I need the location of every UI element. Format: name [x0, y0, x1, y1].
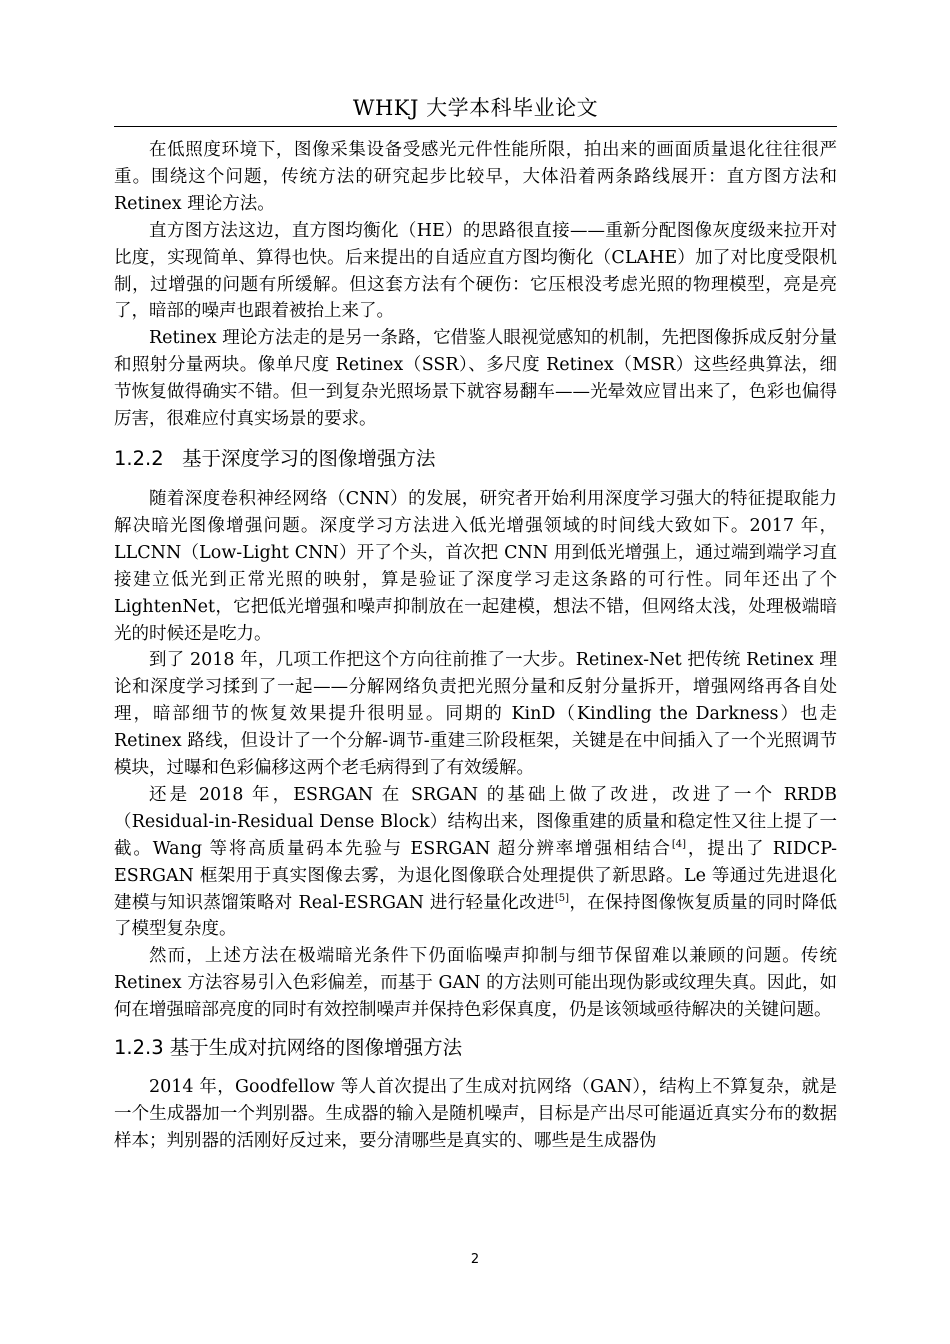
text-segment: ，提出了 RIDCP-ESRGAN 框架用于真实图像去雾，为退化图像联合处理提供了新思路。Le 等通过先进退化建模与知识蒸馏策略对 Real-ESRGAN 进行轻量化改进: [114, 838, 837, 913]
running-header: WHKJ 大学本科毕业论文: [352, 96, 599, 120]
section-number: 1.2.2: [114, 446, 164, 470]
paragraph: Retinex 理论方法走的是另一条路，它借鉴人眼视觉感知的机制，先把图像拆成反射分量和照射分量两块。像单尺度 Retinex（SSR）、多尺度 Retinex（MSR）这些经典算法，细节恢复做得确实不错。但一到复杂光照场景下就容易翻车——光晕效应冒出来了，色彩也偏得厉害，很难应付真实场景的要求。: [114, 328, 837, 430]
text-segment: ，在保持图像恢复质量的同时降低了模型复杂度。: [114, 892, 837, 940]
section-title: 基于生成对抗网络的图像增强方法: [169, 1036, 463, 1060]
section-number: 1.2.3: [114, 1036, 164, 1060]
section-title: 基于深度学习的图像增强方法: [182, 446, 436, 470]
citation-4: [4]: [671, 838, 687, 850]
section-heading-1-2-3: [114, 1034, 837, 1062]
text-segment: 还是 2018 年，ESRGAN 在 SRGAN 的基础上做了改进，改进了一个 RRDB（Residual-in-Residual Dense Block）结构出来，图像重建的质量和稳定性又往上提了一截。Wang 等将高质量码本先验与 ESRGAN 超分辨率增强相结合: [114, 784, 837, 859]
paragraph: 在低照度环境下，图像采集设备受感光元件性能所限，拍出来的画面质量退化往往很严重。围绕这个问题，传统方法的研究起步比较早，大体沿着两条路线展开：直方图方法和 Retinex 理论方法。: [114, 140, 837, 214]
paragraph-esrgan: [114, 782, 837, 943]
paragraph: 随着深度卷积神经网络（CNN）的发展，研究者开始利用深度学习强大的特征提取能力解决暗光图像增强问题。深度学习方法进入低光增强领域的时间线大致如下。2017 年，LLCNN（Low-Light CNN）开了个头，首次把 CNN 用到低光增强上，通过端到端学习直接建立低光到正常光照的映射，算是验证了深度学习走这条路的可行性。同年还出了个 LightenNet，它把低光增强和噪声抑制放在一起建模，想法不错，但网络太浅，处理极端暗光的时候还是吃力。: [114, 488, 837, 644]
section-heading-1-2-2: [114, 445, 837, 473]
page-number: 2: [470, 1252, 480, 1267]
paragraph: 直方图方法这边，直方图均衡化（HE）的思路很直接——重新分配图像灰度级来拉开对比度，实现简单、算得也快。后来提出的自适应直方图均衡化（CLAHE）加了对比度受限机制，过增强的问题有所缓解。但这套方法有个硬伤：它压根没考虑光照的物理模型，亮是亮了，暗部的噪声也跟着被抬上来了。: [114, 220, 837, 322]
header-rule: [114, 126, 837, 127]
citation-5: [5]: [554, 892, 570, 904]
page-body: [114, 137, 837, 1155]
paragraph: 到了 2018 年，几项工作把这个方向往前推了一大步。Retinex-Net 把传统 Retinex 理论和深度学习揉到了一起——分解网络负责把光照分量和反射分量拆开，增强网络再各自处理，暗部细节的恢复效果提升很明显。同期的 KinD（Kindling the Darkness）也走 Retinex 路线，但设计了一个分解-调节-重建三阶段框架，关键是在中间插入了一个光照调节模块，过曝和色彩偏移这两个老毛病得到了有效缓解。: [114, 650, 837, 779]
paragraph: 然而，上述方法在极端暗光条件下仍面临噪声抑制与细节保留难以兼顾的问题。传统 Retinex 方法容易引入色彩偏差，而基于 GAN 的方法则可能出现伪影或纹理失真。因此，如何在增强暗部亮度的同时有效控制噪声并保持色彩保真度，仍是该领域亟待解决的关键问题。: [114, 946, 837, 1021]
paragraph: 2014 年，Goodfellow 等人首次提出了生成对抗网络（GAN），结构上不算复杂，就是一个生成器加一个判别器。生成器的输入是随机噪声，目标是产出尽可能逼近真实分布的数据样本；判别器的活刚好反过来，要分清哪些是真实的、哪些是生成器伪: [114, 1077, 837, 1151]
